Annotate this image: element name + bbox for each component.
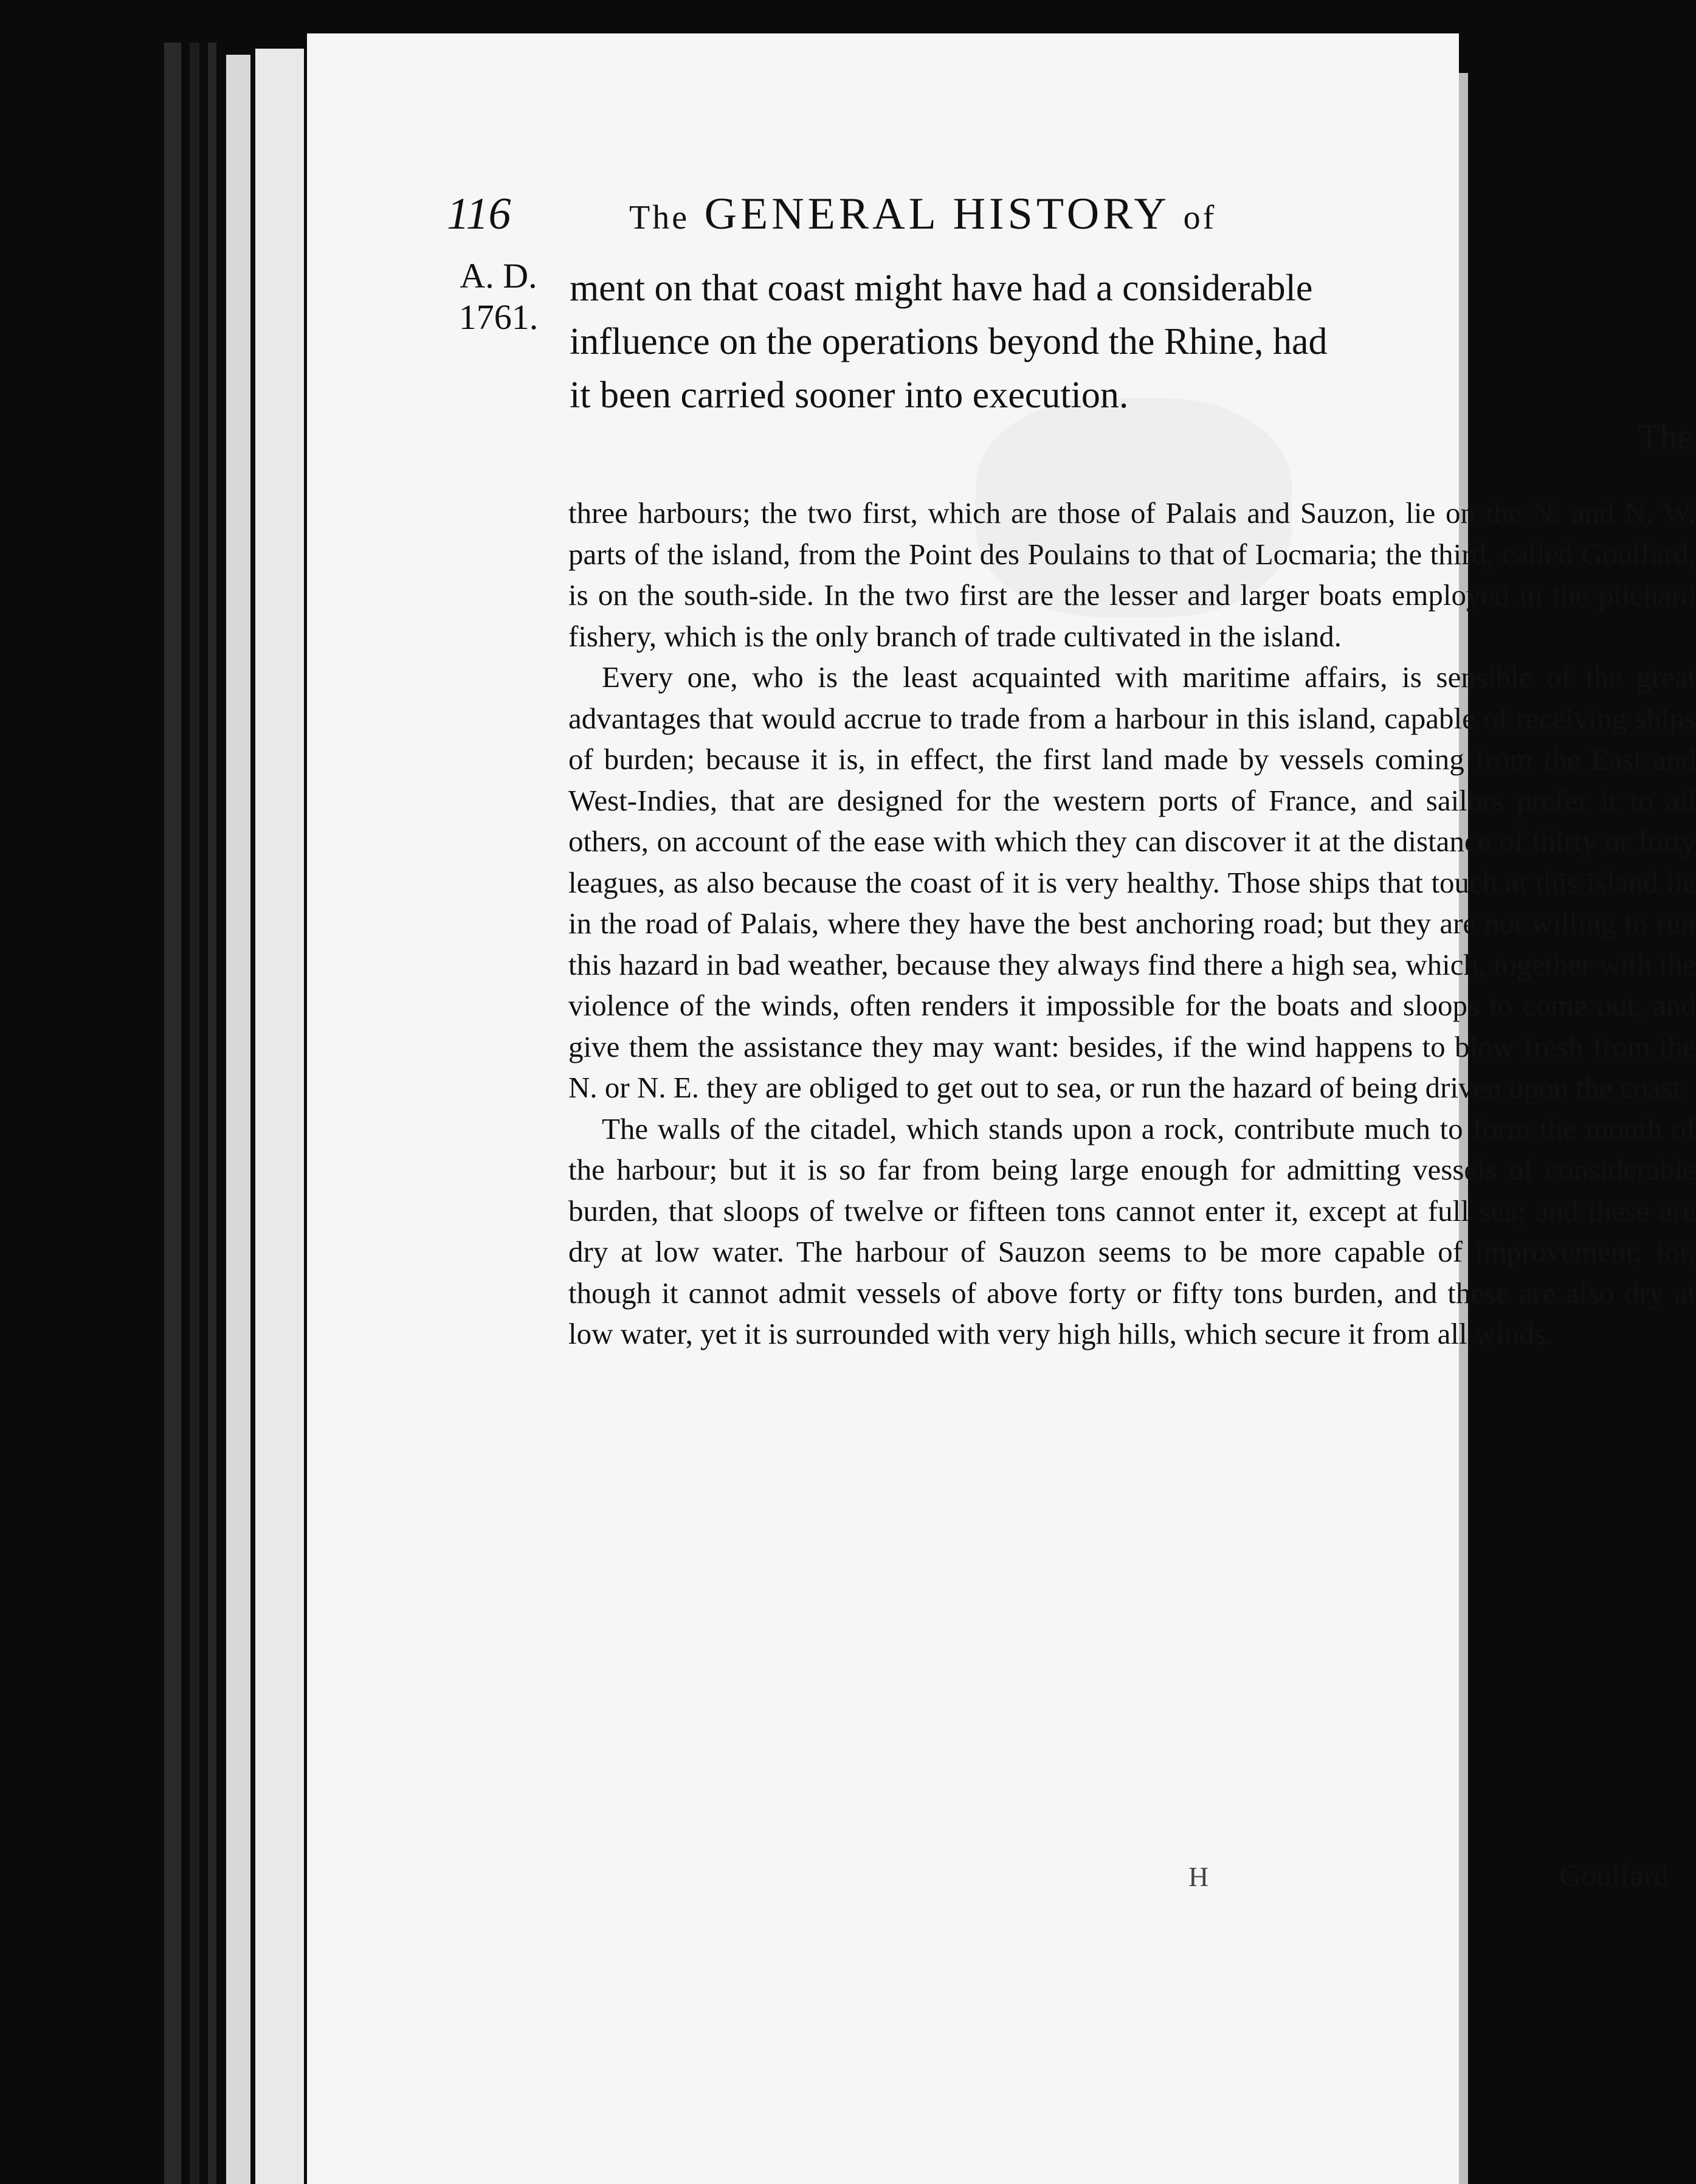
- lead-line: ment on that coast might have had a considerable: [570, 268, 1313, 309]
- paragraph: three harbours; the two first, which are those of Palais and Sauzon, lie on the N. and N. W. parts of the island, from the Point des Poulains to that of Locmaria; the third, called Goulfard, is on the south-side. In the two first are the lesser and larger boats employed in the pilchard fishery, which is the only branch of trade cultivated in the island.: [568, 496, 1696, 653]
- body-text: [568, 492, 1696, 1355]
- margin-date: A. D. 1761.: [458, 256, 539, 337]
- catchword: Goulfard: [1559, 1858, 1669, 1892]
- book-edge: [190, 43, 199, 2184]
- lead-text: [570, 261, 1694, 422]
- book-edge: [164, 43, 181, 2184]
- catchword-the: The: [1638, 417, 1694, 457]
- page-number: 116: [447, 189, 511, 239]
- page-edge: [226, 55, 250, 2184]
- page-edge: [255, 49, 304, 2184]
- book-edge: [208, 43, 216, 2184]
- paragraph: The walls of the citadel, which stands upon a rock, contribute much to form the mouth of the harbour; but it is so far from being large enough for admitting vessels of considerable burden, that sloops of twelve or fifteen tons cannot enter it, except at full sea; and these are dry at low water. The harbour of Sauzon seems to be more capable of improvement; for, though it cannot admit vessels of above forty or fifty tons burden, and these are also dry at low water, yet it is surrounded with very high hills, which secure it from all winds.: [568, 1111, 1696, 1350]
- book-page: [307, 33, 1696, 2184]
- running-header: [307, 188, 1459, 255]
- running-title: The GENERAL HISTORY of: [629, 189, 1217, 239]
- paragraph: Every one, who is the least acquainted with maritime affairs, is sensible of the great advantages that would accrue to trade from a harbour in this island, capable of receiving ships of burden; because it is, in effect, the first land made by vessels coming from the East and West-Indies, that are designed for the western ports of France, and sailors prefer it to all others, on account of the ease with which they can discover it at the distance of thirty or forty leagues, as also because the coast of it is very healthy. Those ships that touch at this island lie in the road of Palais, where they have the best anchoring road; but they are not willing to run this hazard in bad weather, because they always find there a high sea, which, together with the violence of the winds, often renders it impossible for the boats and sloops to come out, and give them the assistance they may want: besides, if the wind happens to blow fresh from the N. or N. E. they are obliged to get out to sea, or run the hazard of being driven upon the coast.: [568, 660, 1696, 1104]
- signature-mark: H: [1188, 1861, 1209, 1892]
- lead-line: influence on the operations beyond the Rhine, had: [570, 321, 1328, 362]
- lead-line: it been carried sooner into execution.: [570, 375, 1129, 416]
